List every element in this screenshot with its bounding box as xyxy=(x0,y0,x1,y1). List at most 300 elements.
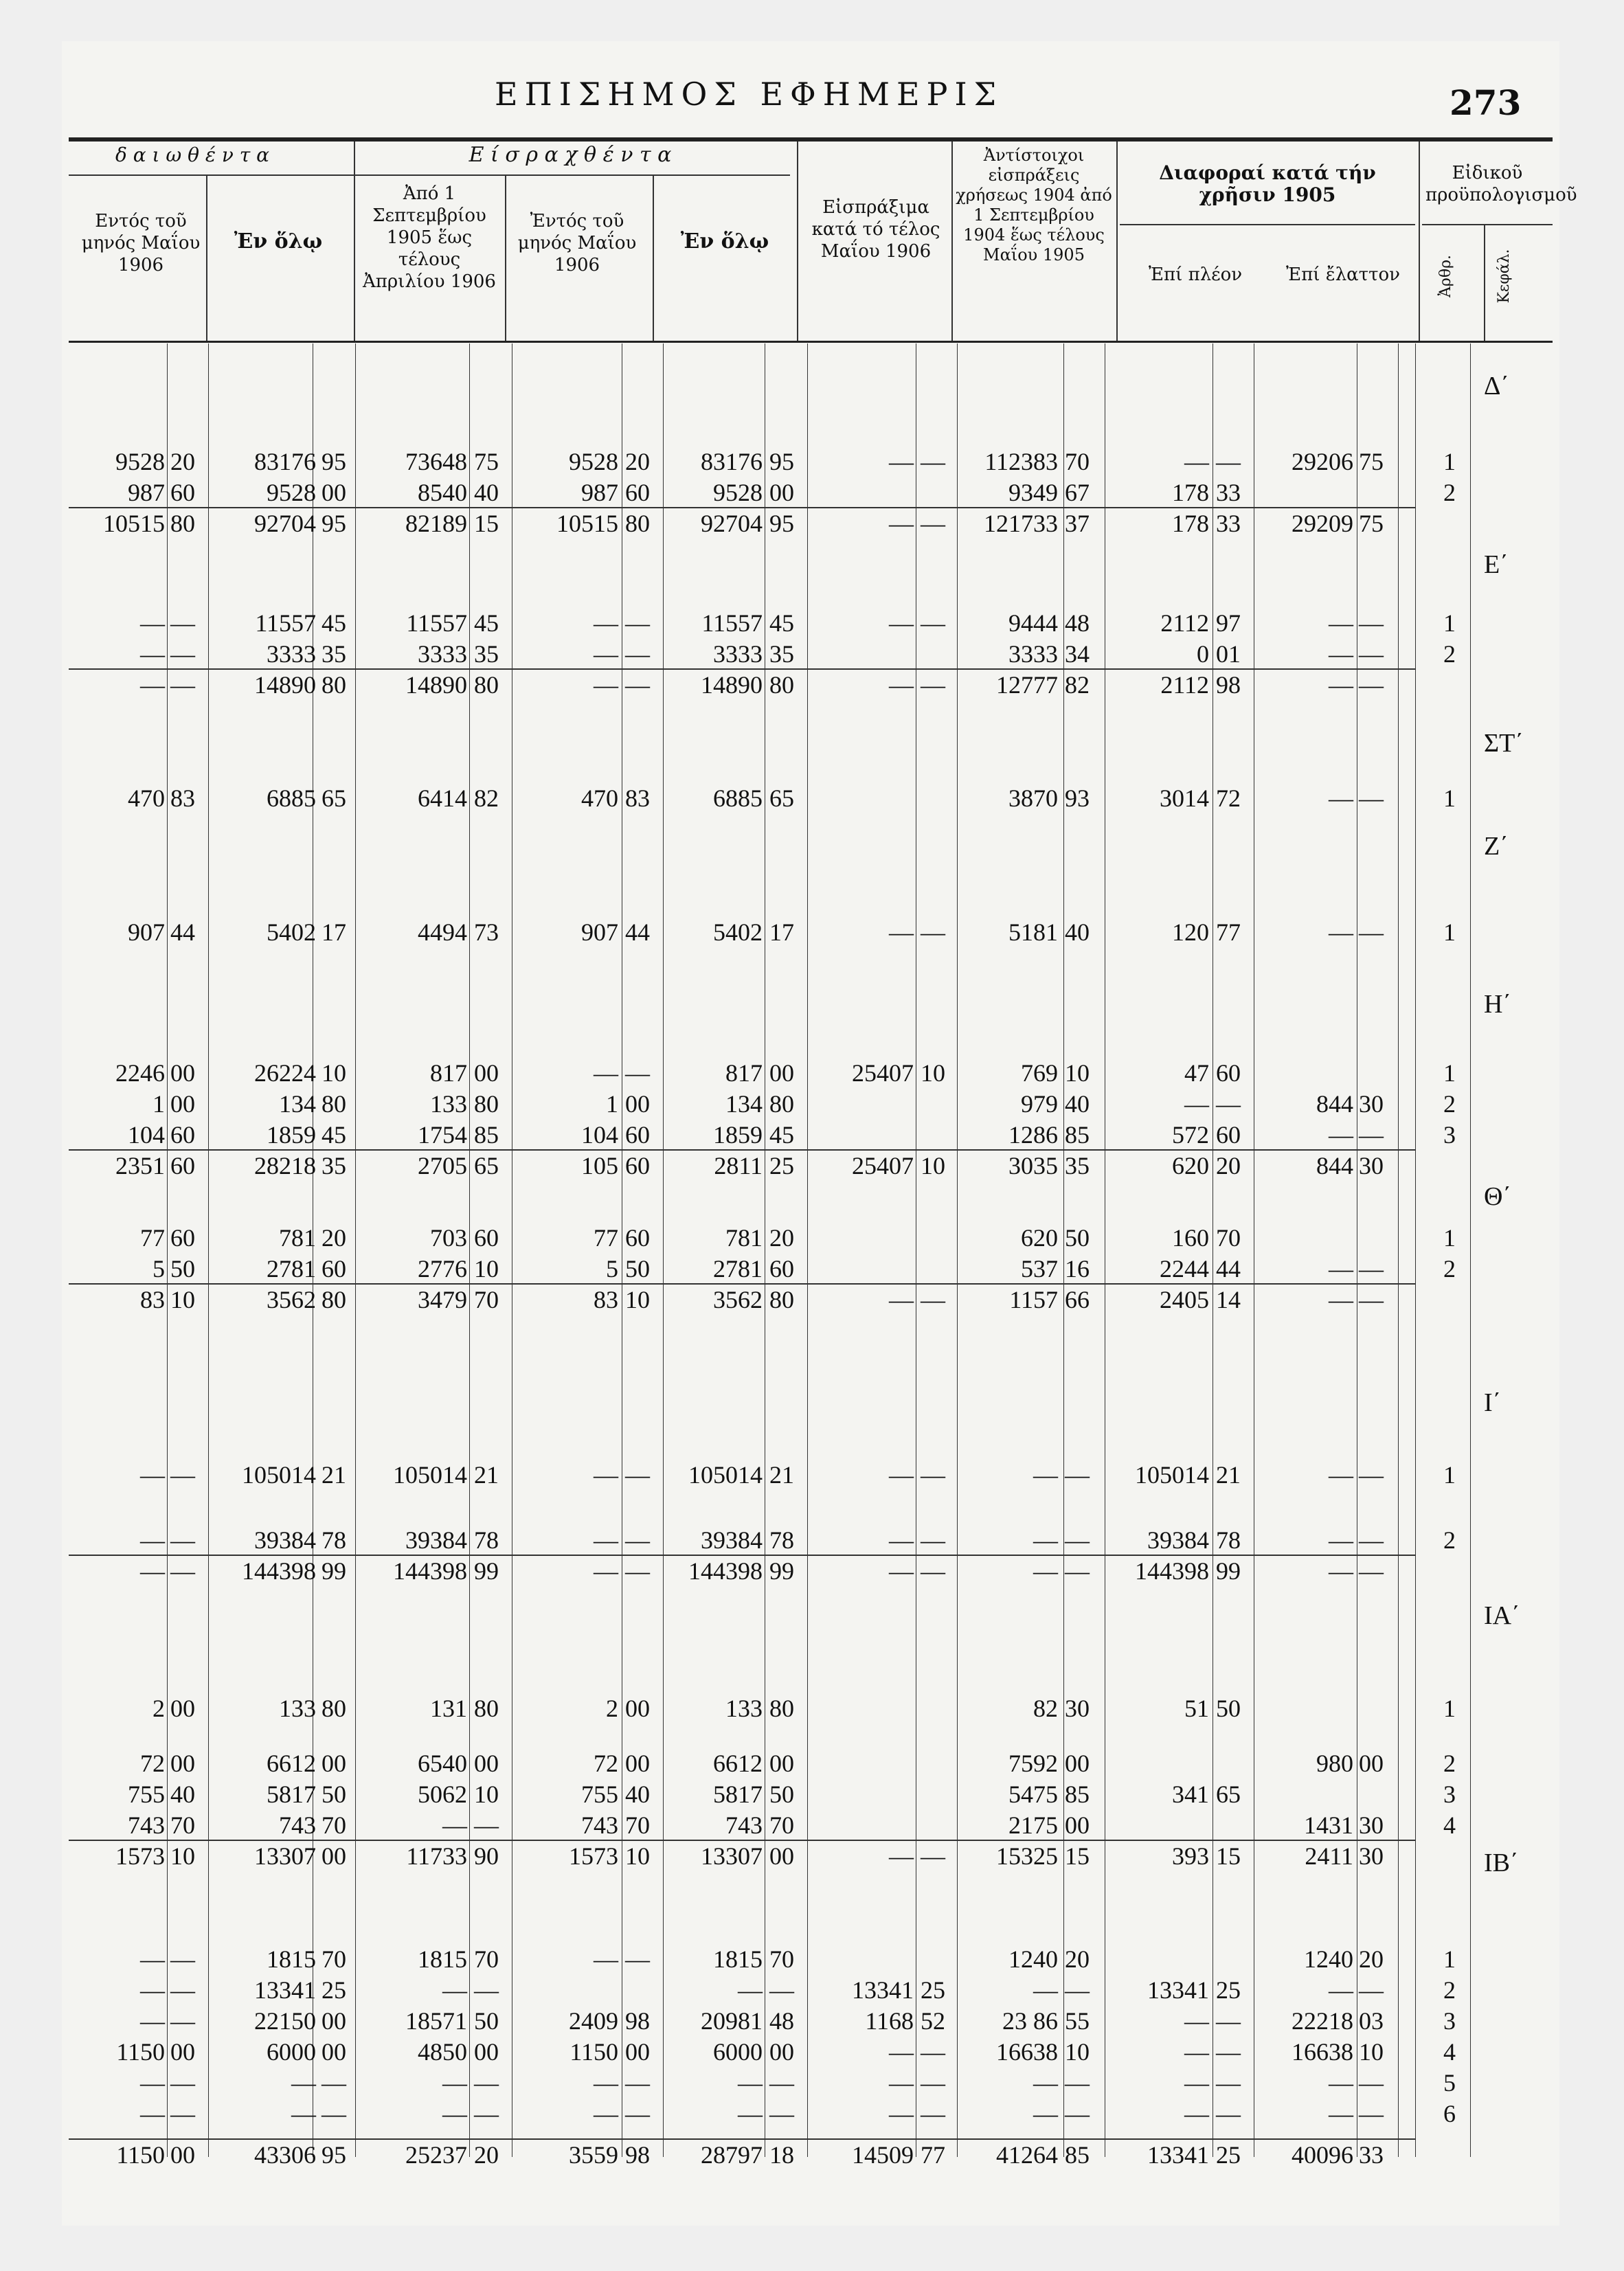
article-number: 1 xyxy=(1443,1059,1456,1087)
cell-cents: 70 xyxy=(1065,448,1090,475)
cell-value: 112383 xyxy=(984,448,1058,475)
cell-cents: 80 xyxy=(474,1695,499,1722)
cell-value: 620 xyxy=(1172,1152,1209,1179)
cell-cents: 30 xyxy=(1359,1090,1384,1118)
article-number: 1 xyxy=(1443,448,1456,475)
cell-cents: 20 xyxy=(1216,1152,1241,1179)
column-rule xyxy=(807,343,808,2157)
cell-value: 13307 xyxy=(254,1842,316,1870)
cell-value: 5062 xyxy=(418,1781,467,1808)
vline xyxy=(505,174,506,341)
col9a-header: Ἀρθρ. xyxy=(1437,255,1454,297)
cell-cents: 60 xyxy=(625,1121,650,1149)
cell-value: — xyxy=(889,1461,914,1489)
cell-value: 20981 xyxy=(701,2007,763,2035)
cell-value: 341 xyxy=(1172,1781,1209,1808)
cell-value: 133 xyxy=(430,1090,467,1118)
group-mid-label: Ε ί σ ρ α χ θ έ ν τ α xyxy=(469,143,672,167)
cell-cents: — xyxy=(921,609,945,637)
column-rule xyxy=(1470,343,1471,2157)
article-number: 4 xyxy=(1443,2038,1456,2066)
col2-header: Ἐν ὅλῳ xyxy=(234,229,323,253)
cell-cents: — xyxy=(170,1945,195,1973)
column-rule xyxy=(663,343,664,2157)
cell-cents: — xyxy=(1216,2038,1241,2066)
cell-cents: — xyxy=(1359,640,1384,668)
cell-value: 11733 xyxy=(406,1842,467,1870)
cell-value: — xyxy=(889,1286,914,1313)
cell-cents: — xyxy=(1065,1557,1090,1585)
header-subrule xyxy=(69,174,790,176)
cell-cents: 73 xyxy=(474,918,499,946)
cell-value: 755 xyxy=(128,1781,165,1808)
cell-cents: 40 xyxy=(1065,1090,1090,1118)
cell-value: 43306 xyxy=(254,2141,316,2169)
cell-cents: 20 xyxy=(769,1224,794,1252)
cell-value: 6000 xyxy=(267,2038,316,2066)
chapter-label: Ε΄ xyxy=(1484,550,1509,579)
cell-value: 5 xyxy=(606,1255,618,1283)
cell-value: 6000 xyxy=(713,2038,763,2066)
cell-cents: 93 xyxy=(1065,784,1090,812)
cell-cents: — xyxy=(170,671,195,699)
cell-cents: 10 xyxy=(625,1286,650,1313)
vline xyxy=(1419,142,1420,341)
cell-cents: 97 xyxy=(1216,609,1241,637)
col7-header: Ἀντίστοιχοι εἰσπράξεις χρήσεως 1904 ἀπό 1 Σεπτεμβρίου 1904 ἕως τέλους Μαΐου 1905 xyxy=(956,146,1112,264)
cell-cents: — xyxy=(625,609,650,637)
vline xyxy=(206,174,207,341)
cell-cents: 80 xyxy=(769,671,794,699)
cell-cents: — xyxy=(1216,448,1241,475)
cell-cents: 10 xyxy=(1065,2038,1090,2066)
cell-cents: 00 xyxy=(625,1695,650,1722)
cell-value: 16638 xyxy=(996,2038,1058,2066)
cell-value: 40096 xyxy=(1292,2141,1353,2169)
cell-cents: — xyxy=(1359,784,1384,812)
cell-cents: 00 xyxy=(170,2038,195,2066)
col8b-header: Ἐπί ἔλαττον xyxy=(1286,264,1400,285)
cell-value: — xyxy=(889,2100,914,2127)
cell-cents: 70 xyxy=(769,1811,794,1839)
cell-value: 6885 xyxy=(713,784,763,812)
cell-cents: 35 xyxy=(322,1152,346,1179)
column-rule xyxy=(1063,343,1064,2157)
cell-value: — xyxy=(140,2007,165,2035)
cell-value: 13341 xyxy=(852,1976,914,2004)
cell-cents: 78 xyxy=(474,1526,499,1554)
cell-cents: 95 xyxy=(769,448,794,475)
cell-cents: 40 xyxy=(474,479,499,506)
cell-cents: 95 xyxy=(769,510,794,537)
vline xyxy=(951,142,953,341)
cell-cents: 40 xyxy=(625,1781,650,1808)
cell-value: 92704 xyxy=(701,510,763,537)
cell-value: 10515 xyxy=(103,510,165,537)
cell-cents: 15 xyxy=(1216,1842,1241,1870)
cell-value: — xyxy=(1033,1976,1058,2004)
cell-value: — xyxy=(594,2100,618,2127)
cell-cents: 45 xyxy=(474,609,499,637)
cell-cents: 80 xyxy=(474,1090,499,1118)
cell-value: — xyxy=(140,1945,165,1973)
cell-value: 393 xyxy=(1172,1842,1209,1870)
cell-cents: 00 xyxy=(769,1842,794,1870)
cell-cents: — xyxy=(625,1557,650,1585)
vline xyxy=(797,142,798,341)
cell-cents: 10 xyxy=(921,1059,945,1087)
cell-cents: — xyxy=(921,918,945,946)
cell-value: — xyxy=(594,1461,618,1489)
cell-value: — xyxy=(1329,1976,1353,2004)
cell-value: — xyxy=(1033,2069,1058,2097)
cell-value: 3479 xyxy=(418,1286,467,1313)
cell-cents: 75 xyxy=(1359,510,1384,537)
cell-cents: 33 xyxy=(1216,479,1241,506)
cell-value: — xyxy=(291,2100,316,2127)
cell-value: 5 xyxy=(153,1255,165,1283)
cell-value: 105014 xyxy=(242,1461,316,1489)
chapter-label: Θ΄ xyxy=(1484,1182,1512,1211)
cell-value: 2411 xyxy=(1305,1842,1353,1870)
cell-value: 11557 xyxy=(406,609,467,637)
cell-cents: 50 xyxy=(474,2007,499,2035)
article-number: 3 xyxy=(1443,2007,1456,2035)
cell-value: — xyxy=(594,671,618,699)
cell-cents: 33 xyxy=(1359,2141,1384,2169)
cell-value: — xyxy=(140,671,165,699)
cell-cents: 80 xyxy=(322,1695,346,1722)
cell-cents: 82 xyxy=(474,784,499,812)
cell-cents: 00 xyxy=(625,2038,650,2066)
cell-cents: 55 xyxy=(1065,2007,1090,2035)
cell-cents: — xyxy=(322,2100,346,2127)
cell-value: 3333 xyxy=(1008,640,1058,668)
cell-value: 2705 xyxy=(418,1152,467,1179)
cell-value: 2405 xyxy=(1160,1286,1209,1313)
cell-cents: 80 xyxy=(474,671,499,699)
article-number: 2 xyxy=(1443,1255,1456,1283)
cell-value: 9528 xyxy=(569,448,618,475)
cell-value: 2351 xyxy=(115,1152,165,1179)
cell-cents: — xyxy=(625,2069,650,2097)
column-rule xyxy=(208,343,209,2157)
cell-cents: — xyxy=(769,2100,794,2127)
cell-cents: 99 xyxy=(322,1557,346,1585)
cell-cents: 00 xyxy=(1359,1750,1384,1777)
cell-cents: — xyxy=(769,2069,794,2097)
cell-value: 980 xyxy=(1316,1750,1353,1777)
cell-cents: 21 xyxy=(769,1461,794,1489)
cell-value: — xyxy=(140,1526,165,1554)
article-number: 5 xyxy=(1443,2069,1456,2097)
col9b-header: Κεφάλ. xyxy=(1496,249,1513,304)
cell-cents: 34 xyxy=(1065,640,1090,668)
chapter-label: ΣΤ΄ xyxy=(1484,729,1524,758)
cell-value: — xyxy=(1329,671,1353,699)
cell-value: 178 xyxy=(1172,479,1209,506)
article-number: 3 xyxy=(1443,1781,1456,1808)
cell-cents: 60 xyxy=(769,1255,794,1283)
cell-value: 3333 xyxy=(418,640,467,668)
table-header xyxy=(69,142,1577,343)
cell-cents: 10 xyxy=(625,1842,650,1870)
cell-value: 121733 xyxy=(984,510,1058,537)
vline xyxy=(1116,142,1118,341)
cell-cents: 20 xyxy=(1359,1945,1384,1973)
cell-value: 72 xyxy=(594,1750,618,1777)
cell-cents: 50 xyxy=(769,1781,794,1808)
cell-value: 1754 xyxy=(418,1121,467,1149)
cell-value: 1859 xyxy=(713,1121,763,1149)
cell-cents: 10 xyxy=(1359,2038,1384,2066)
cell-value: 3333 xyxy=(267,640,316,668)
cell-cents: 00 xyxy=(322,479,346,506)
cell-cents: — xyxy=(1359,918,1384,946)
cell-value: 1815 xyxy=(267,1945,316,1973)
cell-cents: 50 xyxy=(322,1781,346,1808)
cell-cents: 21 xyxy=(322,1461,346,1489)
cell-cents: 33 xyxy=(1216,510,1241,537)
article-number: 1 xyxy=(1443,784,1456,812)
cell-value: 743 xyxy=(725,1811,763,1839)
cell-value: 9528 xyxy=(267,479,316,506)
article-number: 1 xyxy=(1443,609,1456,637)
cell-cents: — xyxy=(625,640,650,668)
cell-cents: 35 xyxy=(769,640,794,668)
cell-cents: 25 xyxy=(1216,1976,1241,2004)
cell-value: 2112 xyxy=(1160,671,1209,699)
cell-cents: 00 xyxy=(474,2038,499,2066)
cell-cents: — xyxy=(1216,2069,1241,2097)
cell-value: 105014 xyxy=(688,1461,763,1489)
cell-cents: 20 xyxy=(474,2141,499,2169)
cell-cents: 75 xyxy=(474,448,499,475)
cell-value: 979 xyxy=(1021,1090,1058,1118)
cell-value: 2781 xyxy=(713,1255,763,1283)
cell-cents: — xyxy=(1359,1461,1384,1489)
cell-value: — xyxy=(1329,640,1353,668)
cell-value: 1859 xyxy=(267,1121,316,1149)
cell-cents: 17 xyxy=(322,918,346,946)
cell-cents: 50 xyxy=(625,1255,650,1283)
cell-cents: 15 xyxy=(1065,1842,1090,1870)
cell-value: 817 xyxy=(430,1059,467,1087)
cell-value: — xyxy=(1329,2100,1353,2127)
cell-value: — xyxy=(1329,1557,1353,1585)
article-number: 4 xyxy=(1443,1811,1456,1839)
chapter-label: Ι΄ xyxy=(1484,1388,1502,1417)
article-number: 2 xyxy=(1443,640,1456,668)
cell-value: 39384 xyxy=(701,1526,763,1554)
cell-cents: — xyxy=(474,2069,499,2097)
cell-value: 1240 xyxy=(1304,1945,1353,1973)
cell-value: 120 xyxy=(1172,918,1209,946)
cell-cents: 01 xyxy=(1216,640,1241,668)
cell-value: — xyxy=(140,609,165,637)
cell-value: — xyxy=(1184,2038,1209,2066)
cell-cents: — xyxy=(625,2100,650,2127)
cell-value: 1150 xyxy=(569,2038,618,2066)
cell-cents: 35 xyxy=(474,640,499,668)
cell-value: 987 xyxy=(128,479,165,506)
cell-cents: 70 xyxy=(769,1945,794,1973)
cell-value: 29206 xyxy=(1292,448,1353,475)
cell-value: 1573 xyxy=(569,1842,618,1870)
col5-header: Ἐν ὅλῳ xyxy=(680,229,769,253)
cell-cents: — xyxy=(1359,671,1384,699)
chapter-label: ΙΑ΄ xyxy=(1484,1601,1520,1630)
cell-cents: 35 xyxy=(322,640,346,668)
cell-value: 12777 xyxy=(996,671,1058,699)
cell-value: 28218 xyxy=(254,1152,316,1179)
cell-cents: 98 xyxy=(625,2007,650,2035)
cell-value: 7592 xyxy=(1008,1750,1058,1777)
cell-value: 83176 xyxy=(701,448,763,475)
cell-value: 3870 xyxy=(1008,784,1058,812)
cell-cents: — xyxy=(1359,1286,1384,1313)
cell-cents: 10 xyxy=(1065,1059,1090,1087)
cell-cents: 80 xyxy=(322,671,346,699)
cell-cents: — xyxy=(1359,1255,1384,1283)
cell-cents: 99 xyxy=(1216,1557,1241,1585)
col1-header: Εντός τοῦ μηνός Μαΐου 1906 xyxy=(81,211,201,275)
cell-value: 82 xyxy=(1033,1695,1058,1722)
cell-value: — xyxy=(738,2069,763,2097)
article-number: 2 xyxy=(1443,1976,1456,2004)
cell-cents: 10 xyxy=(921,1152,945,1179)
cell-cents: — xyxy=(474,2100,499,2127)
cell-cents: 40 xyxy=(170,1781,195,1808)
cell-value: 14509 xyxy=(852,2141,914,2169)
article-number: 1 xyxy=(1443,1461,1456,1489)
cell-cents: 78 xyxy=(322,1526,346,1554)
cell-value: 11557 xyxy=(701,609,763,637)
cell-cents: 10 xyxy=(170,1286,195,1313)
cell-value: 817 xyxy=(725,1059,763,1087)
cell-cents: 00 xyxy=(769,1750,794,1777)
cell-value: 9528 xyxy=(115,448,165,475)
cell-value: — xyxy=(140,1461,165,1489)
cell-value: 743 xyxy=(128,1811,165,1839)
cell-cents: 52 xyxy=(921,2007,945,2035)
cell-cents: 00 xyxy=(170,2141,195,2169)
cell-value: 2244 xyxy=(1160,1255,1209,1283)
cell-value: 6885 xyxy=(267,784,316,812)
cell-value: 5475 xyxy=(1008,1781,1058,1808)
cell-value: 9349 xyxy=(1008,479,1058,506)
cell-value: 2781 xyxy=(267,1255,316,1283)
cell-cents: 67 xyxy=(1065,479,1090,506)
cell-cents: 85 xyxy=(1065,1121,1090,1149)
cell-value: 6540 xyxy=(418,1750,467,1777)
cell-cents: 00 xyxy=(322,2007,346,2035)
cell-value: — xyxy=(738,1976,763,2004)
cell-cents: 25 xyxy=(1216,2141,1241,2169)
cell-cents: 80 xyxy=(769,1286,794,1313)
cell-cents: — xyxy=(170,2069,195,2097)
cell-cents: 00 xyxy=(625,1090,650,1118)
cell-cents: — xyxy=(921,448,945,475)
cell-value: 2776 xyxy=(418,1255,467,1283)
cell-value: — xyxy=(889,671,914,699)
cell-cents: 70 xyxy=(170,1811,195,1839)
cell-value: — xyxy=(889,609,914,637)
cell-cents: — xyxy=(1359,2069,1384,2097)
cell-cents: 80 xyxy=(170,510,195,537)
cell-value: — xyxy=(889,1842,914,1870)
cell-value: 25407 xyxy=(852,1059,914,1087)
article-number: 2 xyxy=(1443,479,1456,506)
cell-value: — xyxy=(1329,609,1353,637)
cell-value: 13341 xyxy=(254,1976,316,2004)
cell-cents: 00 xyxy=(769,1059,794,1087)
cell-cents: — xyxy=(170,1557,195,1585)
article-number: 2 xyxy=(1443,1526,1456,1554)
cell-cents: — xyxy=(921,671,945,699)
cell-value: 178 xyxy=(1172,510,1209,537)
cell-value: — xyxy=(140,2069,165,2097)
cell-value: 4850 xyxy=(418,2038,467,2066)
cell-value: 3014 xyxy=(1160,784,1209,812)
cell-cents: — xyxy=(921,1557,945,1585)
cell-cents: 65 xyxy=(322,784,346,812)
cell-value: 77 xyxy=(594,1224,618,1252)
cell-cents: 00 xyxy=(170,1059,195,1087)
cell-value: 537 xyxy=(1021,1255,1058,1283)
cell-value: 781 xyxy=(725,1224,763,1252)
cell-value: 1573 xyxy=(115,1842,165,1870)
cell-value: 134 xyxy=(279,1090,316,1118)
cell-cents: 00 xyxy=(170,1695,195,1722)
col6-header: Εἰσπράξιμα κατά τό τέλος Μαΐου 1906 xyxy=(811,197,940,262)
cell-value: 16638 xyxy=(1292,2038,1353,2066)
cell-value: 844 xyxy=(1316,1090,1353,1118)
cell-value: 104 xyxy=(128,1121,165,1149)
cell-cents: — xyxy=(170,2100,195,2127)
cell-cents: 99 xyxy=(769,1557,794,1585)
cell-cents: 60 xyxy=(1216,1059,1241,1087)
cell-cents: 65 xyxy=(769,784,794,812)
cell-cents: — xyxy=(1359,1121,1384,1149)
cell-value: — xyxy=(291,2069,316,2097)
chapter-label: Η΄ xyxy=(1484,990,1512,1019)
cell-value: 105 xyxy=(581,1152,618,1179)
cell-cents: 60 xyxy=(625,479,650,506)
cell-cents: 60 xyxy=(170,479,195,506)
cell-value: 2409 xyxy=(569,2007,618,2035)
cell-value: — xyxy=(889,510,914,537)
cell-cents: 50 xyxy=(1065,1224,1090,1252)
col3-header: Ἀπό 1 Σεπτεμβρίου 1905 ἕως τέλους Ἀπριλίου 1906 xyxy=(363,183,496,292)
cell-cents: 45 xyxy=(322,609,346,637)
cell-value: 743 xyxy=(279,1811,316,1839)
cell-cents: 72 xyxy=(1216,784,1241,812)
cell-cents: 80 xyxy=(625,510,650,537)
cell-value: 14890 xyxy=(405,671,467,699)
cell-cents: — xyxy=(625,1526,650,1554)
cell-cents: 14 xyxy=(1216,1286,1241,1313)
article-number: 1 xyxy=(1443,1695,1456,1722)
cell-cents: 90 xyxy=(474,1842,499,1870)
cell-cents: 30 xyxy=(1359,1152,1384,1179)
cell-value: 26224 xyxy=(254,1059,316,1087)
cell-cents: 60 xyxy=(1216,1121,1241,1149)
cell-value: 5817 xyxy=(713,1781,763,1808)
cell-cents: — xyxy=(1359,2100,1384,2127)
cell-value: 572 xyxy=(1172,1121,1209,1149)
cell-value: 82189 xyxy=(405,510,467,537)
